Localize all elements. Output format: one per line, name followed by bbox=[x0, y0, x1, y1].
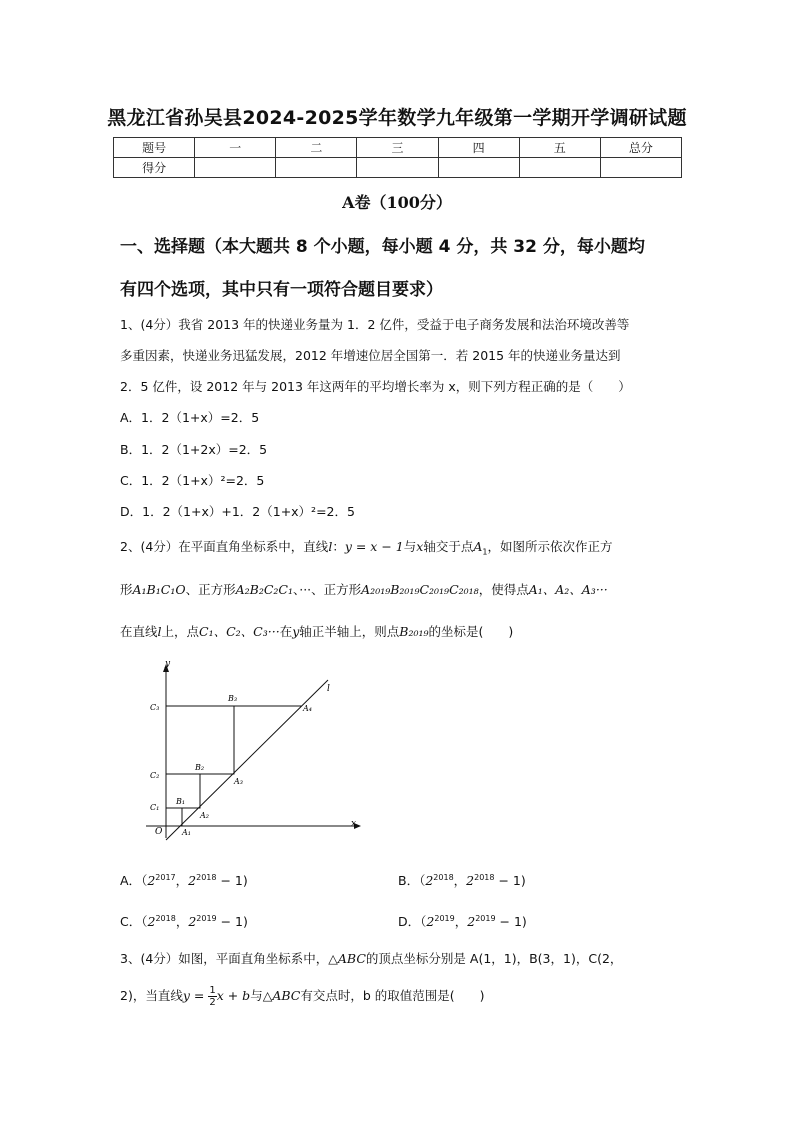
score-header-cell: 一 bbox=[195, 138, 276, 158]
axis-x: x bbox=[416, 539, 424, 554]
section-a-heading: A卷（100分） bbox=[342, 193, 452, 212]
q2-option-c: C．（$2^{2018}$，$2^{2019} - 1$) bbox=[120, 913, 248, 929]
exp: 2018 bbox=[433, 872, 454, 882]
score-table-row bbox=[114, 158, 682, 178]
score-table-header bbox=[114, 138, 682, 158]
fig-label-b2: B₂ bbox=[195, 763, 205, 772]
fig-label-l: l bbox=[327, 684, 330, 694]
eq-y: y = bbox=[182, 988, 209, 1003]
q2-text: 与 bbox=[403, 539, 417, 554]
base: 2 bbox=[188, 873, 197, 888]
line-l: l bbox=[157, 624, 162, 639]
score-cell bbox=[600, 158, 681, 178]
minus-one: − 1) bbox=[494, 873, 526, 888]
fig-label-a4: A₄ bbox=[303, 704, 312, 713]
q2-text: 的坐标是( ) bbox=[428, 624, 514, 639]
axis-y: y bbox=[292, 624, 300, 639]
eq-rest: = x − 1 bbox=[351, 539, 404, 554]
option-letter: A． bbox=[120, 873, 142, 888]
score-cell bbox=[357, 158, 438, 178]
exp: 2018 bbox=[155, 913, 176, 923]
q2-option-a: A．（$2^{2017}$，$2^{2018} - 1$) bbox=[120, 872, 248, 888]
q3-text: 有交点时，b 的取值范围是( ) bbox=[300, 988, 485, 1003]
points-c: C₁、C₂、C₃··· bbox=[199, 624, 280, 639]
exp: 2018 bbox=[196, 872, 217, 882]
q2-option-d: D．（$2^{2019}$，$2^{2019} - 1$) bbox=[398, 913, 527, 929]
minus-one: − 1) bbox=[216, 873, 248, 888]
points-a: A₁、A₂、A₃··· bbox=[528, 582, 608, 597]
fig-label-c3: C₃ bbox=[150, 703, 160, 712]
q2-text: 在直线 bbox=[120, 624, 158, 639]
section1-heading-line1: 一、选择题（本大题共 8 个小题，每小题 4 分，共 32 分，每小题均 bbox=[120, 237, 645, 257]
score-cell bbox=[276, 158, 357, 178]
fig-label-a2: A₂ bbox=[200, 811, 209, 820]
option-letter: C． bbox=[120, 914, 142, 929]
base: 2 bbox=[467, 914, 476, 929]
page-title: 黑龙江省孙吴县2024-2025学年数学九年级第一学期开学调研试题 bbox=[107, 107, 687, 129]
q1-option-d: D．1．2（1+x）+1．2（1+x）²=2．5 bbox=[120, 504, 355, 519]
option-letter: B． bbox=[398, 873, 420, 888]
q1-line3: 2．5 亿件，设 2012 年与 2013 年这两年的平均增长率为 x，则下列方程正确的是（ ） bbox=[120, 379, 631, 394]
score-cell bbox=[195, 158, 276, 178]
minus-one: − 1) bbox=[216, 914, 248, 929]
q2-text: 轴交于点 bbox=[423, 539, 474, 554]
score-header-cell: 四 bbox=[438, 138, 519, 158]
q3-text: 与 bbox=[250, 988, 263, 1003]
minus-one: − 1) bbox=[495, 914, 527, 929]
exp: 2019 bbox=[196, 913, 217, 923]
fig-label-y: y bbox=[165, 659, 171, 669]
point-b2019: B₂₀₁₉ bbox=[399, 624, 429, 639]
q3-text: 2)，当直线 bbox=[120, 988, 183, 1003]
fig-label-a1: A₁ bbox=[182, 828, 191, 837]
section1-heading-line2: 有四个选项，其中只有一项符合题目要求） bbox=[120, 280, 443, 300]
q2-text: 、···、正方形 bbox=[292, 582, 362, 597]
square-1 bbox=[166, 808, 182, 826]
option-letter: D． bbox=[398, 914, 421, 929]
line-l: l bbox=[328, 539, 333, 554]
q2-line1 bbox=[120, 537, 612, 557]
exp: 2019 bbox=[475, 913, 496, 923]
fig-label-c2: C₂ bbox=[150, 771, 160, 780]
q2-text: 形 bbox=[120, 582, 133, 597]
fig-label-x: x bbox=[351, 819, 357, 829]
score-header-cell: 五 bbox=[519, 138, 600, 158]
q2-text: 在平面直角坐标系中，直线 bbox=[178, 539, 329, 554]
q2-text: ，使得点 bbox=[478, 582, 529, 597]
q2-text: 轴正半轴上，则点 bbox=[299, 624, 400, 639]
q1-option-b: B．1．2（1+2x）=2．5 bbox=[120, 442, 268, 457]
q2-figure bbox=[140, 658, 370, 843]
base: 2 bbox=[147, 873, 156, 888]
score-cell bbox=[519, 158, 600, 178]
fig-label-a3: A₃ bbox=[234, 777, 243, 786]
exp: 2017 bbox=[155, 872, 176, 882]
eq-y: y bbox=[344, 539, 352, 554]
base: 2 bbox=[147, 914, 156, 929]
exp: 2019 bbox=[434, 913, 455, 923]
base: 2 bbox=[466, 873, 475, 888]
q2-text: 在 bbox=[279, 624, 293, 639]
fig-label-c1: C₁ bbox=[150, 803, 160, 812]
q3-text: 3、(4分）如图，平面直角坐标系中， bbox=[120, 951, 329, 966]
exp: 2018 bbox=[474, 872, 495, 882]
q3-text: 的顶点坐标分别是 A(1，1)，B(3，1)，C(2， bbox=[365, 951, 623, 966]
score-row-label: 得分 bbox=[114, 158, 195, 178]
base: 2 bbox=[188, 914, 197, 929]
score-cell bbox=[438, 158, 519, 178]
q1-line2: 多重因素，快递业务迅猛发展，2012 年增速位居全国第一．若 2015 年的快递业务量达到 bbox=[120, 348, 621, 363]
fraction-half bbox=[208, 985, 216, 1008]
q1-option-c: C．1．2（1+x）²=2．5 bbox=[120, 473, 265, 488]
point-a1-sub: 1 bbox=[482, 547, 488, 557]
score-header-cell: 二 bbox=[276, 138, 357, 158]
square-2019: A₂₀₁₉B₂₀₁₉C₂₀₁₉C₂₀₁₈ bbox=[361, 582, 479, 597]
square-2: A₂B₂C₂C₁ bbox=[235, 582, 293, 597]
square-1: A₁B₁C₁O bbox=[132, 582, 186, 597]
score-table bbox=[113, 137, 682, 178]
q2-option-b: B．（$2^{2018}$，$2^{2018} - 1$) bbox=[398, 872, 526, 888]
eq-rest: x + b bbox=[216, 988, 251, 1003]
q2-text: ，如图所示依次作正方 bbox=[487, 539, 613, 554]
fig-label-b1: B₁ bbox=[176, 797, 186, 806]
score-header-cell: 题号 bbox=[114, 138, 195, 158]
q2-text: 、正方形 bbox=[185, 582, 236, 597]
fig-label-b3: B₃ bbox=[228, 694, 238, 703]
base: 2 bbox=[426, 914, 435, 929]
q2-number: 2、(4分） bbox=[120, 539, 179, 554]
score-header-cell: 三 bbox=[357, 138, 438, 158]
q2-line3 bbox=[120, 622, 513, 640]
q1-option-a: A．1．2（1+x）=2．5 bbox=[120, 410, 260, 425]
q1-line1: 1、(4分）我省 2013 年的快递业务量为 1．2 亿件，受益于电子商务发展和法治环境改善等 bbox=[120, 317, 630, 332]
q2-line2 bbox=[120, 580, 608, 598]
fraction-numerator: 1 bbox=[209, 985, 216, 996]
base: 2 bbox=[425, 873, 434, 888]
q2-text: 上，点 bbox=[161, 624, 200, 639]
fig-label-o: O bbox=[155, 827, 163, 837]
triangle-abc: △ABC bbox=[262, 988, 301, 1003]
q2-colon: ： bbox=[332, 539, 345, 554]
q3-line2 bbox=[120, 985, 485, 1008]
point-a1: A bbox=[473, 539, 483, 554]
triangle-abc: △ABC bbox=[328, 951, 366, 966]
q3-line1 bbox=[120, 949, 622, 967]
fraction-denominator: 2 bbox=[209, 997, 216, 1008]
score-header-cell: 总分 bbox=[600, 138, 681, 158]
